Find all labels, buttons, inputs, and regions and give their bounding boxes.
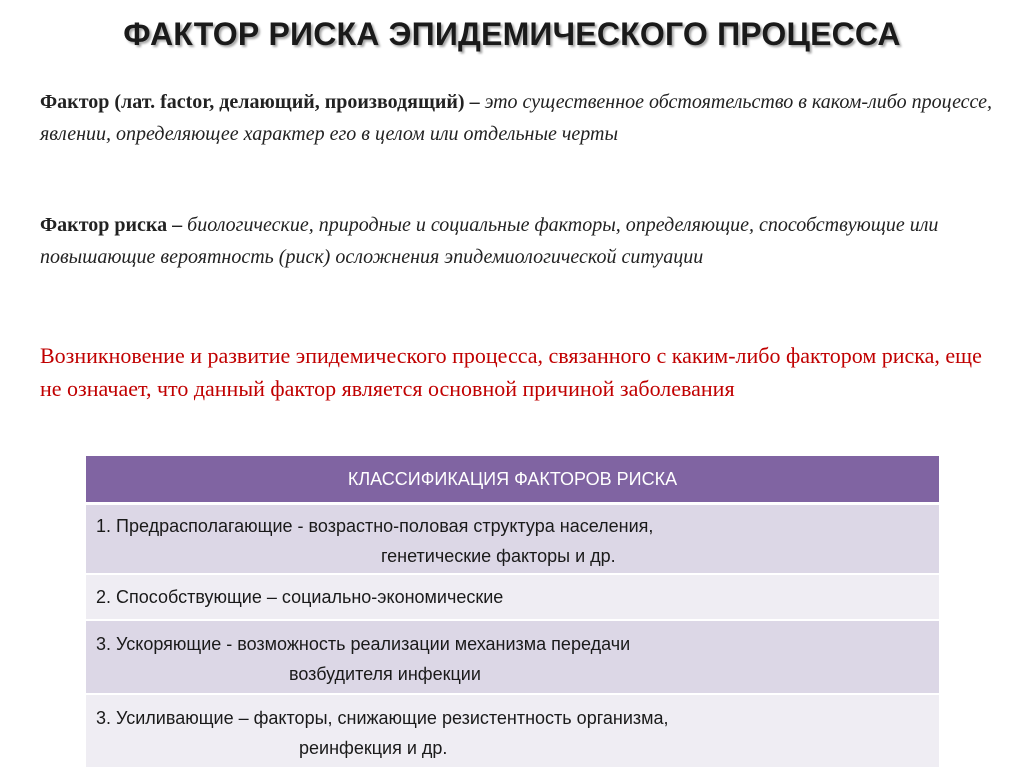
row-text-continued: возбудителя инфекции <box>289 664 481 684</box>
classification-table <box>86 456 939 769</box>
row-text-continued: реинфекция и др. <box>299 738 448 758</box>
factor-text: это существенное обстоятельство в каком-либо процессе, явлении, определяющее характер его в целом или отдельные черты <box>40 91 993 145</box>
risk-factor-definition <box>40 209 1000 273</box>
risk-factor-dash: – <box>167 214 188 236</box>
risk-factor-term: Фактор риска <box>40 214 168 236</box>
table-row-predisposing <box>86 505 939 575</box>
factor-definition <box>40 86 1000 150</box>
table-row-accelerating <box>86 621 939 695</box>
table-row-intensifying <box>86 695 939 769</box>
slide-title: ФАКТОР РИСКА ЭПИДЕМИЧЕСКОГО ПРОЦЕССА <box>123 16 901 52</box>
factor-term: Фактор (лат. factor, делающий, производящий) <box>40 91 465 113</box>
row-text: 1. Предрасполагающие - возрастно-половая структура населения, <box>96 516 654 536</box>
warning-note: Возникновение и развитие эпидемического процесса, связанного с каким-либо фактором риска, еще не означает, что данный фактор является основной причиной заболевания <box>40 343 982 401</box>
row-text-continued: генетические факторы и др. <box>381 546 616 566</box>
table-row-contributing <box>86 575 939 621</box>
row-text: 3. Усиливающие – факторы, снижающие резистентность организма, <box>96 708 669 728</box>
row-text: 2. Способствующие – социально-экономические <box>96 587 504 607</box>
risk-factor-text: биологические, природные и социальные факторы, определяющие, способствующие или повышающие вероятность (риск) осложнения эпидемиологической ситуации <box>40 214 939 268</box>
factor-dash: – <box>464 91 485 113</box>
classification-table-header: КЛАССИФИКАЦИЯ ФАКТОРОВ РИСКА <box>86 456 939 505</box>
row-text: 3. Ускоряющие - возможность реализации механизма передачи <box>96 634 631 654</box>
